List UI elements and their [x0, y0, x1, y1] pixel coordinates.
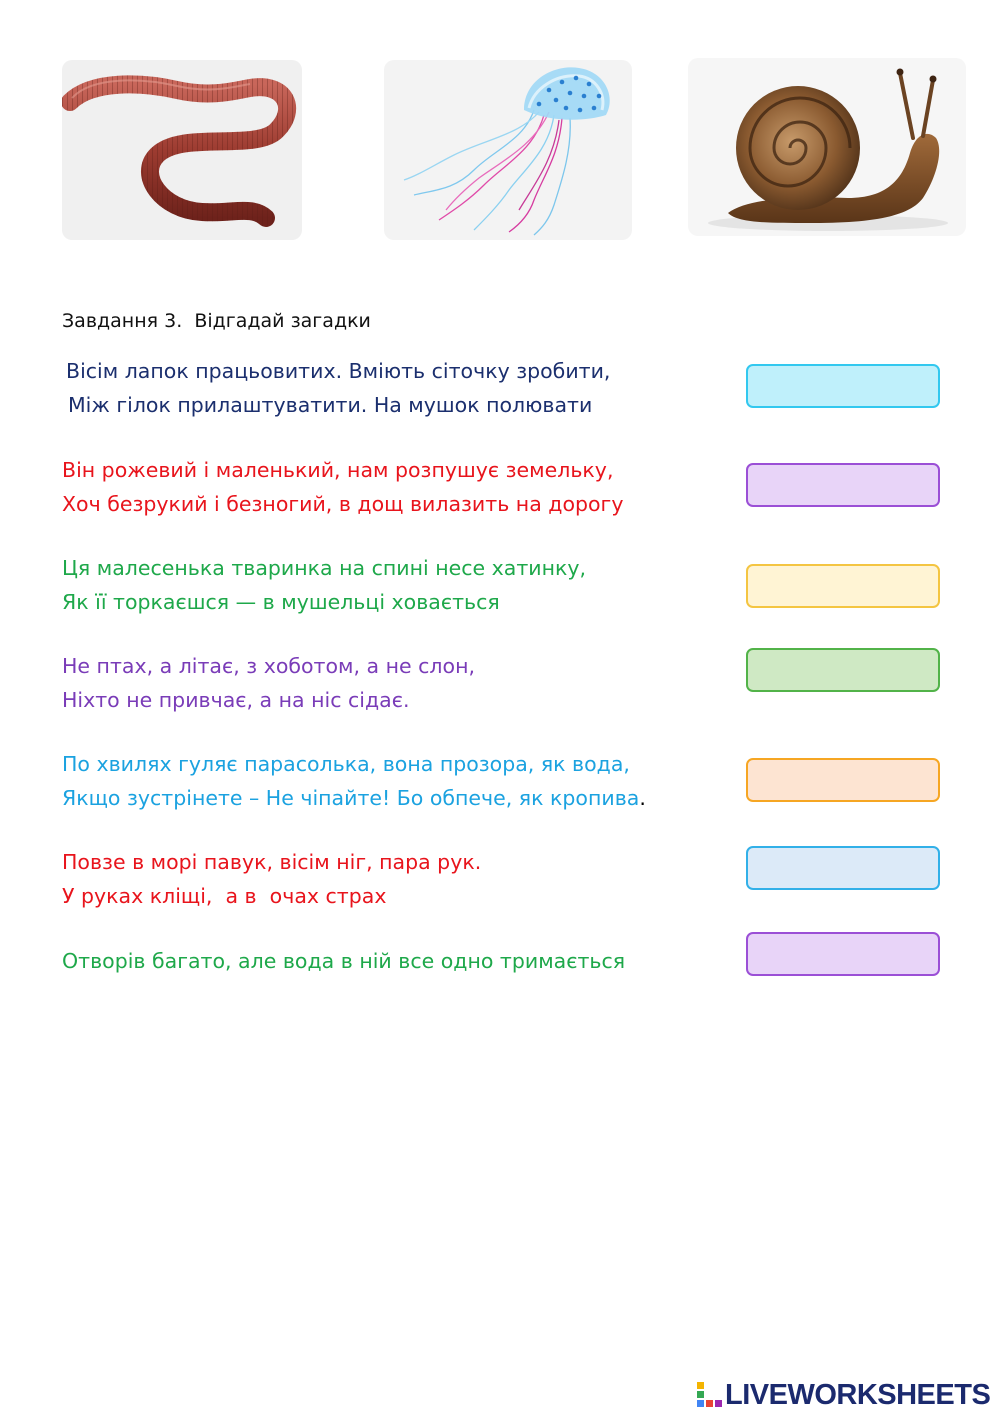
riddle-5 — [62, 747, 646, 815]
riddle-3 — [62, 551, 586, 619]
riddle-6 — [62, 845, 481, 913]
riddle-line: Між гілок прилаштуватити. На мушок полювати — [68, 393, 593, 417]
liveworksheets-logo-icon — [697, 1382, 723, 1408]
riddle-line-text: Якщо зустрінете – Не чіпайте! Бо обпече, як кропива — [62, 786, 640, 810]
riddle-7 — [62, 944, 625, 978]
riddle-1 — [62, 354, 610, 422]
riddle-line: Ця малесенька тваринка на спині несе хатинку, — [62, 556, 587, 580]
riddle-line: Повзе в морі павук, вісім ніг, пара рук. — [62, 850, 482, 874]
riddle-line: Ніхто не привчає, а на ніс сідає. — [62, 688, 410, 712]
answer-input-5[interactable] — [746, 758, 940, 802]
riddle-4 — [62, 649, 475, 717]
answer-input-7[interactable] — [746, 932, 940, 976]
riddle-period: . — [639, 786, 646, 810]
riddle-line — [62, 781, 646, 815]
riddle-line: У руках кліщі, а в очах страх — [62, 884, 387, 908]
riddle-line: Отворів багато, але вода в ній все одно тримається — [62, 949, 626, 973]
riddle-line: Як її торкаєшся — в мушельці ховається — [62, 590, 500, 614]
liveworksheets-logo — [697, 1378, 990, 1412]
riddle-line: Хоч безрукий і безногий, в дощ вилазить на дорогу — [62, 492, 624, 516]
riddle-line: Вісім лапок працьовитих. Вміють сіточку зробити, — [66, 359, 611, 383]
riddle-line: По хвилях гуляє парасолька, вона прозора, як вода, — [62, 752, 630, 776]
logo-text: LIVEWORKSHEETS — [725, 1378, 991, 1411]
riddle-2 — [62, 453, 623, 521]
task-title: Завдання 3. Відгадай загадки — [62, 310, 371, 332]
answer-input-1[interactable] — [746, 364, 940, 408]
riddle-line: Не птах, а літає, з хоботом, а не слон, — [62, 654, 475, 678]
riddle-line: Він рожевий і маленький, нам розпушує земельку, — [62, 458, 614, 482]
answer-input-4[interactable] — [746, 648, 940, 692]
answer-input-6[interactable] — [746, 846, 940, 890]
answer-input-2[interactable] — [746, 463, 940, 507]
snail-image — [688, 58, 966, 236]
answer-input-3[interactable] — [746, 564, 940, 608]
jellyfish-image — [384, 60, 632, 240]
earthworm-image — [62, 60, 302, 240]
